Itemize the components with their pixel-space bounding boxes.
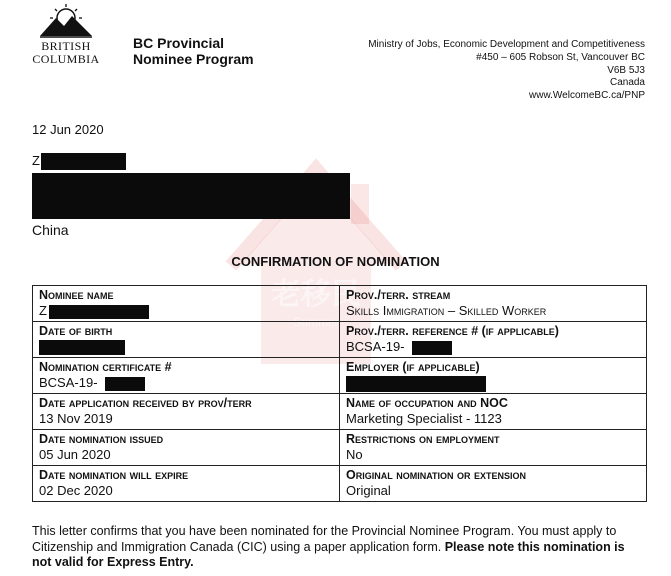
restrictions-cell [340,430,647,466]
footer-warning: Please note this nomination is not valid for Express Entry. [32,539,625,569]
watermark-subtext: Summer [293,315,339,329]
ministry-line: Ministry of Jobs, Economic Development and Competitiveness [368,39,645,50]
field-value: Z [39,303,47,318]
field-value: Skills Immigration – Skilled Worker [346,303,547,318]
occupation-cell [340,394,647,430]
logo-wordmark [28,40,104,66]
redacted-value [346,376,486,392]
ministry-address [368,39,645,103]
field-value: 05 Jun 2020 [39,447,111,462]
dob-cell [33,322,340,358]
table-row [33,322,647,358]
ministry-line: Canada [609,77,645,89]
table-row [33,286,647,322]
field-label: Employer (if applicable) [346,360,480,374]
field-label: Date nomination issued [39,432,164,446]
nomination-details-table [32,285,647,502]
logo-line1: BRITISH [41,39,91,53]
field-label: Date nomination will expire [39,468,189,482]
employer-cell [340,358,647,394]
recipient-country: China [32,222,69,238]
ministry-line: V6B 5J3 [607,64,645,76]
nomination-type-cell [340,466,647,502]
field-value: Original [346,483,391,498]
ministry-line: #450 – 605 Robson St, Vancouver BC [476,51,645,63]
table-row [33,430,647,466]
recipient-name-initial: Z [32,153,40,168]
letter-date: 12 Jun 2020 [32,122,104,137]
field-label: Prov./terr. stream [346,288,451,302]
redacted-address [32,173,350,219]
field-label: Nominee name [39,288,114,302]
redacted-value [412,341,452,355]
field-label: Original nomination or extension [346,468,526,482]
document-title: CONFIRMATION OF NOMINATION [231,254,440,269]
field-label: Restrictions on employment [346,432,500,446]
field-label: Nomination certificate # [39,360,172,374]
ministry-website: www.WelcomeBC.ca/PNP [529,90,645,102]
stream-cell [340,286,647,322]
nominee-name-cell [33,286,340,322]
date-issued-cell [33,430,340,466]
field-value: Marketing Specialist - 1123 [346,411,502,426]
table-row [33,358,647,394]
logo-line2: COLUMBIA [32,52,100,66]
table-row [33,394,647,430]
field-label: Prov./terr. reference # (if applicable) [346,324,559,338]
program-line2: Nominee Program [133,51,254,67]
reference-cell [340,322,647,358]
program-title [133,35,254,67]
field-value: BCSA-19- [346,339,405,354]
redacted-name [41,153,126,170]
field-value: BCSA-19- [39,375,98,390]
field-label: Date of birth [39,324,113,338]
field-label: Date application received by prov/terr [39,396,252,410]
field-value: No [346,447,363,462]
redacted-value [49,305,149,319]
field-value: 13 Nov 2019 [39,411,113,426]
date-received-cell [33,394,340,430]
certificate-cell [33,358,340,394]
field-label: Name of occupation and NOC [346,396,508,410]
redacted-value [105,377,145,391]
expiry-cell [33,466,340,502]
table-row [33,466,647,502]
watermark-text: 老移民 [271,277,361,312]
field-value: 02 Dec 2020 [39,483,113,498]
footer-notice [32,524,646,571]
program-line1: BC Provincial [133,35,225,51]
bc-sun-mountain-icon [38,4,94,38]
footer-text: This letter confirms that you have been nominated for the Provincial Nominee Program. You must apply to Citizenship and Immigration Canada (CIC) using a paper application form. [32,524,617,554]
redacted-value [39,340,125,355]
bc-logo [28,4,104,68]
